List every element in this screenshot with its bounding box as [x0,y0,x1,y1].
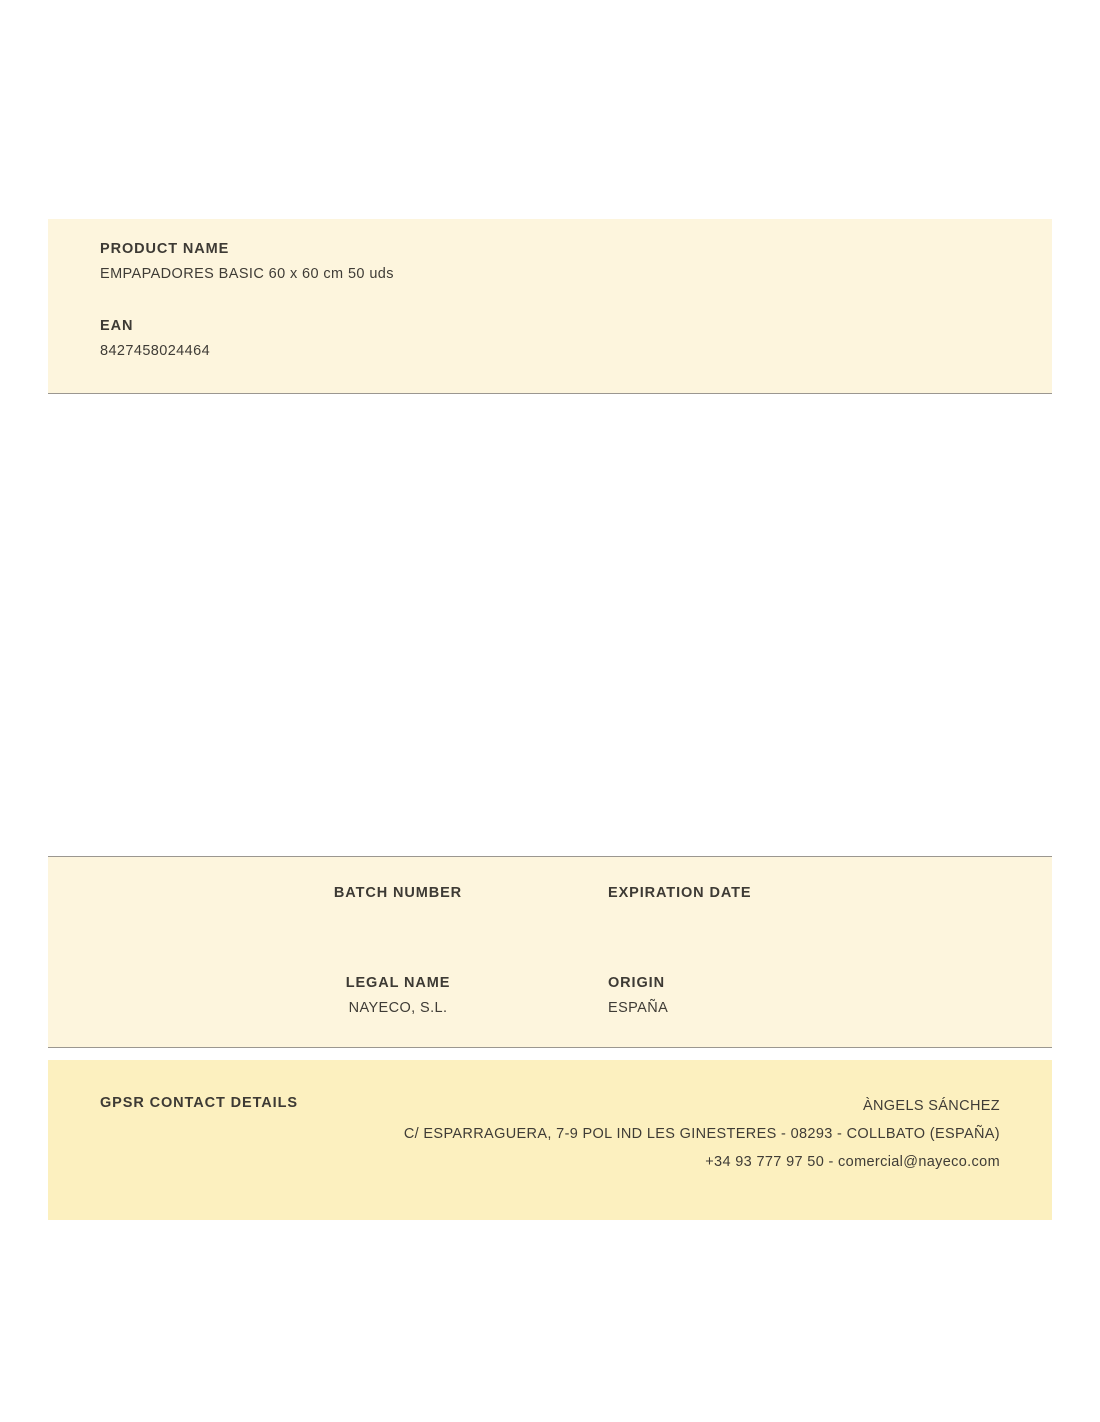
origin-field [608,975,948,1016]
batch-number-label: BATCH NUMBER [333,885,463,901]
origin-value: ESPAÑA [608,1000,669,1016]
product-name-label: PRODUCT NAME [100,241,230,257]
legal-name-value: NAYECO, S.L. [348,1000,448,1016]
ean-value: 8427458024464 [100,343,211,359]
batch-number-field [228,885,568,910]
gpsr-contact-name: ÀNGELS SÁNCHEZ [862,1098,1000,1114]
product-name-value: EMPAPADORES BASIC 60 x 60 cm 50 uds [100,266,394,282]
origin-label: ORIGIN [608,975,665,991]
expiration-date-label: EXPIRATION DATE [608,885,752,901]
gpsr-contact-phone-email: +34 93 777 97 50 - comercial@nayeco.com [705,1154,1000,1170]
gpsr-contact-label: GPSR CONTACT DETAILS [100,1095,298,1111]
batch-legal-panel [48,856,1052,1048]
legal-name-label: LEGAL NAME [345,975,451,991]
ean-label: EAN [100,318,134,334]
product-info-panel [48,219,1052,394]
expiration-date-field [608,885,948,910]
legal-name-field [228,975,568,1016]
gpsr-contact-address: C/ ESPARRAGUERA, 7-9 POL IND LES GINESTERES - 08293 - COLLBATO (ESPAÑA) [403,1126,1000,1142]
gpsr-contact-panel [48,1060,1052,1220]
